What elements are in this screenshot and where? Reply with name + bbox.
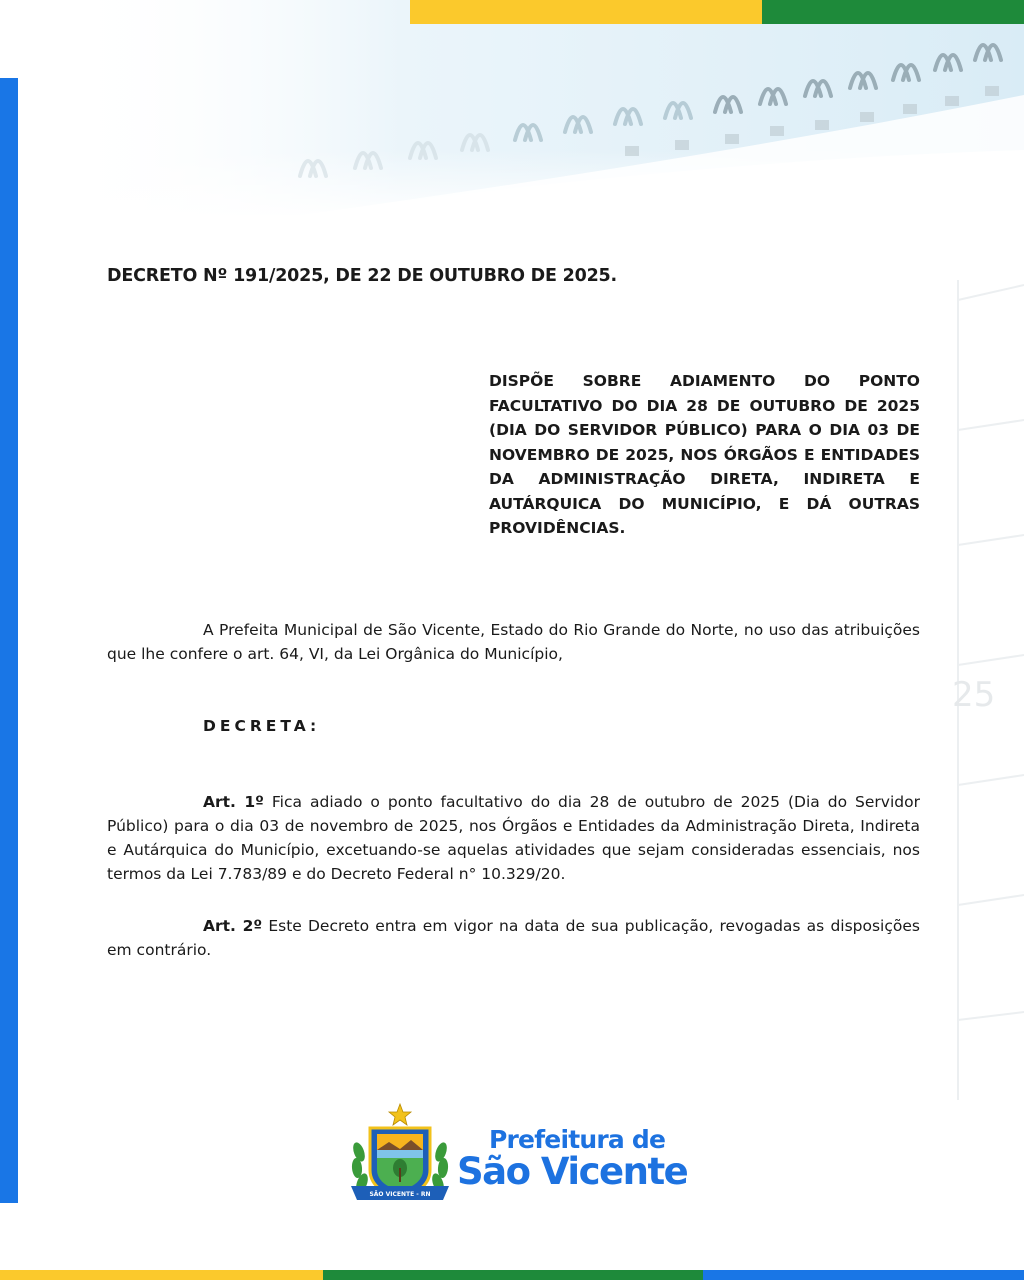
left-blue-bar — [0, 78, 18, 1203]
logo-title-line1: Prefeitura de — [489, 1125, 666, 1154]
coat-of-arms-icon — [345, 1102, 455, 1210]
decree-ementa: DISPÕE SOBRE ADIAMENTO DO PONTO FACULTATIVO DO DIA 28 DE OUTUBRO DE 2025 (DIA DO SERVIDOR PÚBLICO) PARA O DIA 03 DE NOVEMBRO DE 2025, NOS ÓRGÃOS E ENTIDADES DA ADMINISTRAÇÃO DIRETA, INDIRETA E AUTÁRQUICA DO MUNICÍPIO, E DÁ OUTRAS PROVIDÊNCIAS. — [489, 372, 920, 537]
top-yellow-stripe — [410, 0, 762, 24]
decreta-heading: DECRETA: — [203, 717, 321, 735]
article-2 — [107, 914, 920, 962]
calendar-number: 25 — [952, 675, 996, 715]
top-green-stripe — [762, 0, 1024, 24]
article-1-label: Art. 1º — [203, 793, 264, 811]
decree-preamble: A Prefeita Municipal de São Vicente, Estado do Rio Grande do Norte, no uso das atribuições que lhe confere o art. 64, VI, da Lei Orgânica do Município, — [107, 621, 920, 663]
bottom-blue-stripe — [703, 1270, 1024, 1280]
article-1-text: Fica adiado o ponto facultativo do dia 28 de outubro de 2025 (Dia do Servidor Público) para o dia 03 de novembro de 2025, nos Órgãos e Entidades da Administração Direta, Indireta e Autárquica do Município, excetuando-se aquelas atividades que sejam consideradas essenciais, nos termos da Lei 7.783/89 e do Decreto Federal n° 10.329/20. — [107, 793, 920, 883]
article-2-label: Art. 2º — [203, 917, 263, 935]
article-2-text: Este Decreto entra em vigor na data de sua publicação, revogadas as disposições em contrário. — [107, 917, 920, 959]
bottom-green-stripe — [323, 1270, 703, 1280]
article-1 — [107, 790, 920, 886]
bottom-yellow-stripe — [0, 1270, 323, 1280]
crest-ribbon-text: SÃO VICENTE - RN — [369, 1191, 431, 1198]
logo-title-line2: São Vicente — [457, 1150, 688, 1193]
decree-title: DECRETO Nº 191/2025, DE 22 DE OUTUBRO DE 2025. — [107, 266, 617, 286]
